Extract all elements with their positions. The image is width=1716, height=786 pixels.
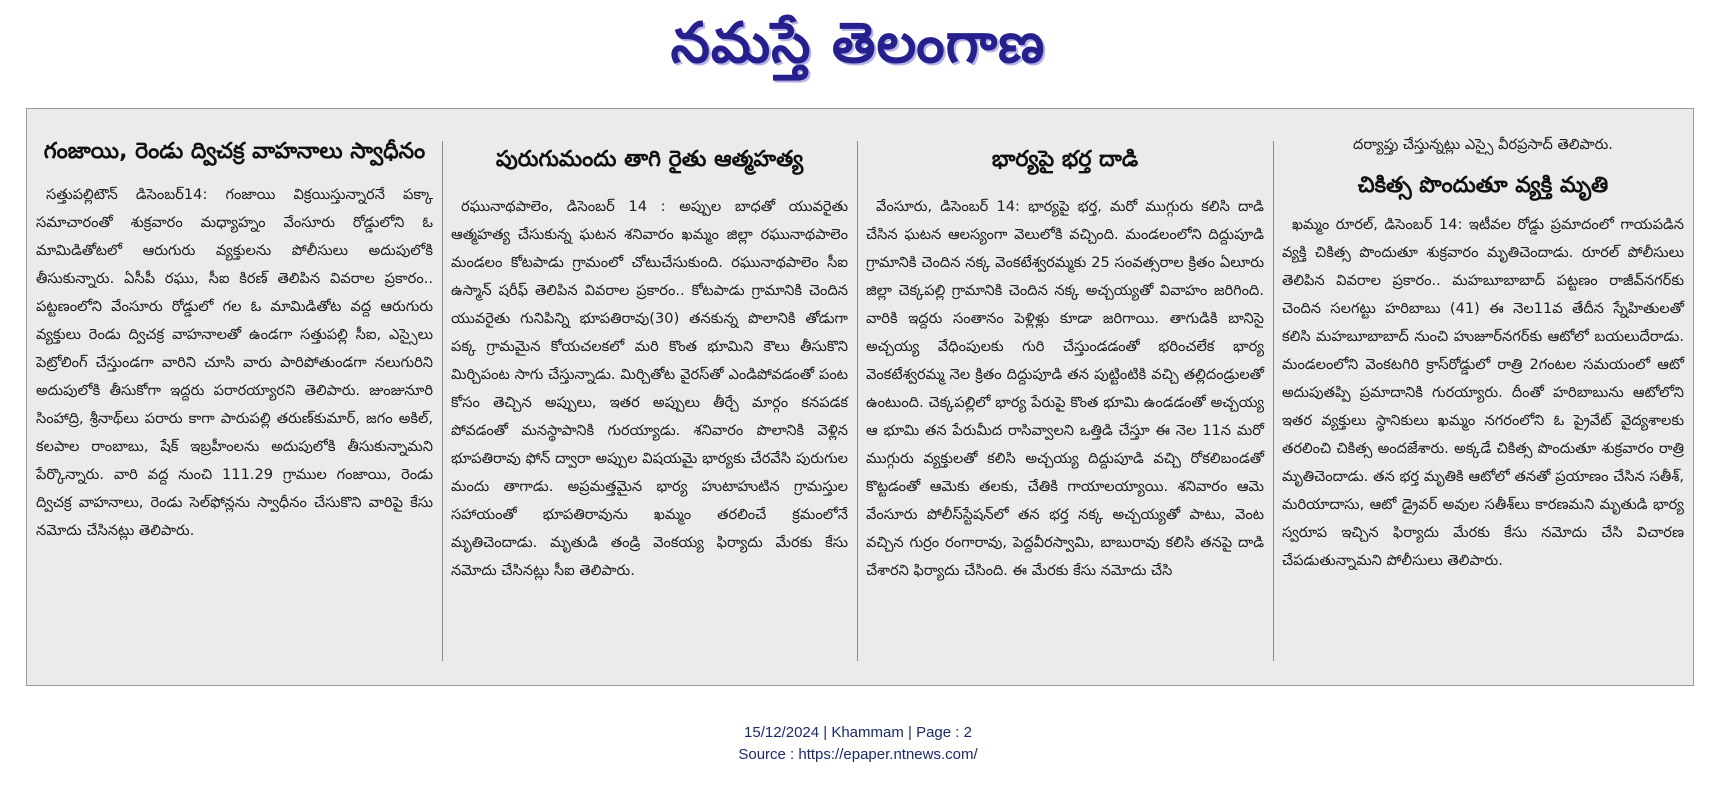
masthead (0, 6, 1716, 82)
article-continuation: దర్యాప్తు చేస్తున్నట్లు ఎస్సై వీరప్రసాద్ తెలిపారు. (1353, 136, 1613, 153)
article-headline: చికిత్స పొందుతూ వ్యక్తి మృతి (1357, 173, 1609, 198)
article-body: వేంసూరు, డిసెంబర్ 14: భార్యపై భర్త, మరో ముగ్గురు కలిసి దాడి చేసిన ఘటన ఆలస్యంగా వెలులోకి వచ్చింది. మండలంలోని దిద్దుపూడి గ్రామానికి చెందిన నక్క వెంకటేశ్వరమ్మకు 25 సంవత్సరాల క్రితం ఏలూరు జిల్లా చెక్కపల్లి గ్రామానికి చెందిన నక్క అచ్చయ్యతో వివాహం జరిగింది. వారికి ఇద్దరు సంతానం పెళ్లిళ్లు కూడా జరిగాయి. తాగుడికి బానిసై అచ్చయ్య వేధింపులకు గురి చేస్తుండడంతో భరించలేక భార్య వెంకటేశ్వరమ్మ నెల క్రితం దిద్దుపూడి తన పుట్టింటికి వచ్చి తల్లిదండ్రులతో ఉంటుంది. చెక్కపల్లిలో భార్య పేరుపై కొంత భూమి ఉండడంతో అచ్చయ్య ఆ భూమి తన పేరుమీద రాసివ్వాలని ఒత్తిడి చేస్తూ ఈ నెల 11న మరో ముగ్గురు వ్యక్తులతో కలిసి అచ్చయ్య దిద్దుపూడి వచ్చి రోకలిబండతో కొట్టడంతో ఆమెకు తలకు, చేతికి గాయాలయ్యాయి. శనివారం ఆమె వేంసూరు పోలీస్‌స్టేషన్‌లో తన భర్త నక్క అచ్చయ్యతో పాటు, వెంట వచ్చిన గుర్రం రంగారావు, పెద్దవీరస్వామి, బాబురావు కలిసి తనపై దాడి చేశారని ఫిర్యాదు చేసింది. ఈ మేరకు కేసు నమోదు చేసి (866, 198, 1264, 579)
article-treatment-death (1273, 109, 1693, 685)
article-body: ఖమ్మం రూరల్, డిసెంబర్ 14: ఇటీవల రోడ్డు ప్రమాదంలో గాయపడిన వ్యక్తి చికిత్స పొందుతూ శుక్రవారం మృతిచెందాడు. రూరల్ పోలీసులు తెలిపిన వివరాల ప్రకారం.. మహబూబాబాద్ పట్టణం రాజీవ్‌నగర్‌కు చెందిన సలగట్టు హరిబాబు (41) ఈ నెల11వ తేదీన స్నేహితులతో కలిసి మహబూబాబాద్ నుంచి హుజూర్‌నగర్‌కు ఆటోలో బయలుదేరాడు. మండలంలోని వెంకటగిరి క్రాస్‌రోడ్డులో రాత్రి 2గంటల సమయంలో ఆటో అదుపుతప్పి ప్రమాదానికి గురయ్యారు. దీంతో హరిబాబును ఆటోలోని ఇతర వ్యక్తులు స్థానికులు ఖమ్మం నగరంలోని ఓ ప్రైవేట్ వైద్యశాలకు తరలించి చికిత్స అందజేశారు. అక్కడే చికిత్స పొందుతూ శుక్రవారం రాత్రి మృతిచెందాడు. తన భర్త మృతికి ఆటోలో తనతో ప్రయాణం చేసిన సతీశ్, మరియాదాసు, ఆటో డ్రైవర్ అవుల సతీశ్‌లు కారణమని మృతుడి భార్య స్వరూప ఇచ్చిన ఫిర్యాదు మేరకు కేసు నమోదు చేసి విచారణ చేపడుతున్నామని పోలీసులు తెలిపారు. (1282, 216, 1684, 569)
article-husband-attack (857, 109, 1273, 685)
newspaper-logo: నమస్తే తెలంగాణ (670, 11, 1046, 76)
article-headline: గంజాయి, రెండు ద్విచక్ర వాహనాలు స్వాధీనం (43, 139, 426, 164)
news-clipping (26, 108, 1694, 686)
article-headline: భార్యపై భర్త దాడి (991, 147, 1139, 172)
article-headline: పురుగుమందు తాగి రైతు ఆత్మహత్య (495, 147, 804, 172)
source-link[interactable]: Source : https://epaper.ntnews.com/ (738, 746, 978, 763)
article-farmer-suicide (442, 109, 857, 685)
article-body: సత్తుపల్లిటౌన్ డిసెంబర్14: గంజాయి విక్రయిస్తున్నారనే పక్కా సమాచారంతో శుక్రవారం మధ్యాహ్నం వేంసూరు రోడ్డులోని ఓ మామిడితోటలో ఆరుగురు వ్యక్తులను పోలీసులు అదుపులోకి తీసుకున్నారు. ఏసీపీ రఘు, సీఐ కిరణ్ తెలిపిన వివరాల ప్రకారం.. పట్టణంలోని వేంసూరు రోడ్డులో గల ఓ మామిడితోట వద్ద ఆరుగురు వ్యక్తులు రెండు ద్విచక్ర వాహనాలతో ఉండగా సత్తుపల్లి సీఐ, ఎస్సైలు పెట్రోలింగ్ చేస్తుండగా వారిని చూసి వారు పారిపోతుండగా నలుగురిని అదుపులోకి తీసుకోగా ఇద్దరు పరారయ్యారని తెలిపారు. జుంజునూరి సింహాద్రి, శ్రీనాథ్‌లు పరారు కాగా పారుపల్లి తరుణ్‌కుమార్, జగం అకిల్, కలపాల రాంబాబు, షేక్ ఇబ్రహీంలను అదుపులోకి తీసుకున్నామని పేర్కొన్నారు. వారి వద్ద నుంచి 111.29 గ్రాముల గంజాయి, రెండు ద్విచక్ర వాహనాలు, రెండు సెల్‌ఫోన్లను స్వాధీనం చేసుకొని వారిపై కేసు నమోదు చేసినట్లు తెలిపారు. (36, 186, 433, 539)
article-ganja-seizure (27, 109, 442, 685)
article-body: రఘునాథపాలెం, డిసెంబర్ 14 : అప్పుల బాధతో యువరైతు ఆత్మహత్య చేసుకున్న ఘటన శనివారం ఖమ్మం జిల్లా రఘునాథపాలెం మండలం కోటపాడు గ్రామంలో చోటుచేసుకుంది. రఘునాథపాలెం సీఐ ఉస్మాన్ షరీఫ్ తెలిపిన వివరాల ప్రకారం.. కోటపాడు గ్రామానికి చెందిన యువరైతు గునిపిన్ని భూపతిరావు(30) తనకున్న పొలానికి తోడుగా పక్క గ్రామమైన కోయచలకలో మరి కొంత భూమిని కౌలు తీసుకొని మిర్చిపంట సాగు చేస్తున్నాడు. మిర్చితోట వైరస్‌తో ఎండిపోవడంతో పంట కోసం తెచ్చిన అప్పులు, ఇతర అప్పులు తీర్చే మార్గం కనపడక పోవడంతో మనస్థాపానికి గురయ్యాడు. శనివారం పొలానికి వెళ్లిన భూపతిరావు ఫోన్ ద్వారా అప్పుల విషయమై భార్యకు చేరవేసి పురుగుల మందు తాగాడు. అప్రమత్తమైన భార్య హుటాహుటిన గ్రామస్తుల సహాయంతో భూపతిరావును ఖమ్మం తరలించే క్రమంలోనే మృతిచెందాడు. మృతుడి తండ్రి వెంకయ్య ఫిర్యాదు మేరకు కేసు నమోదు చేసినట్లు సీఐ తెలిపారు. (451, 198, 848, 579)
edition-info: 15/12/2024 | Khammam | Page : 2 (744, 724, 972, 741)
